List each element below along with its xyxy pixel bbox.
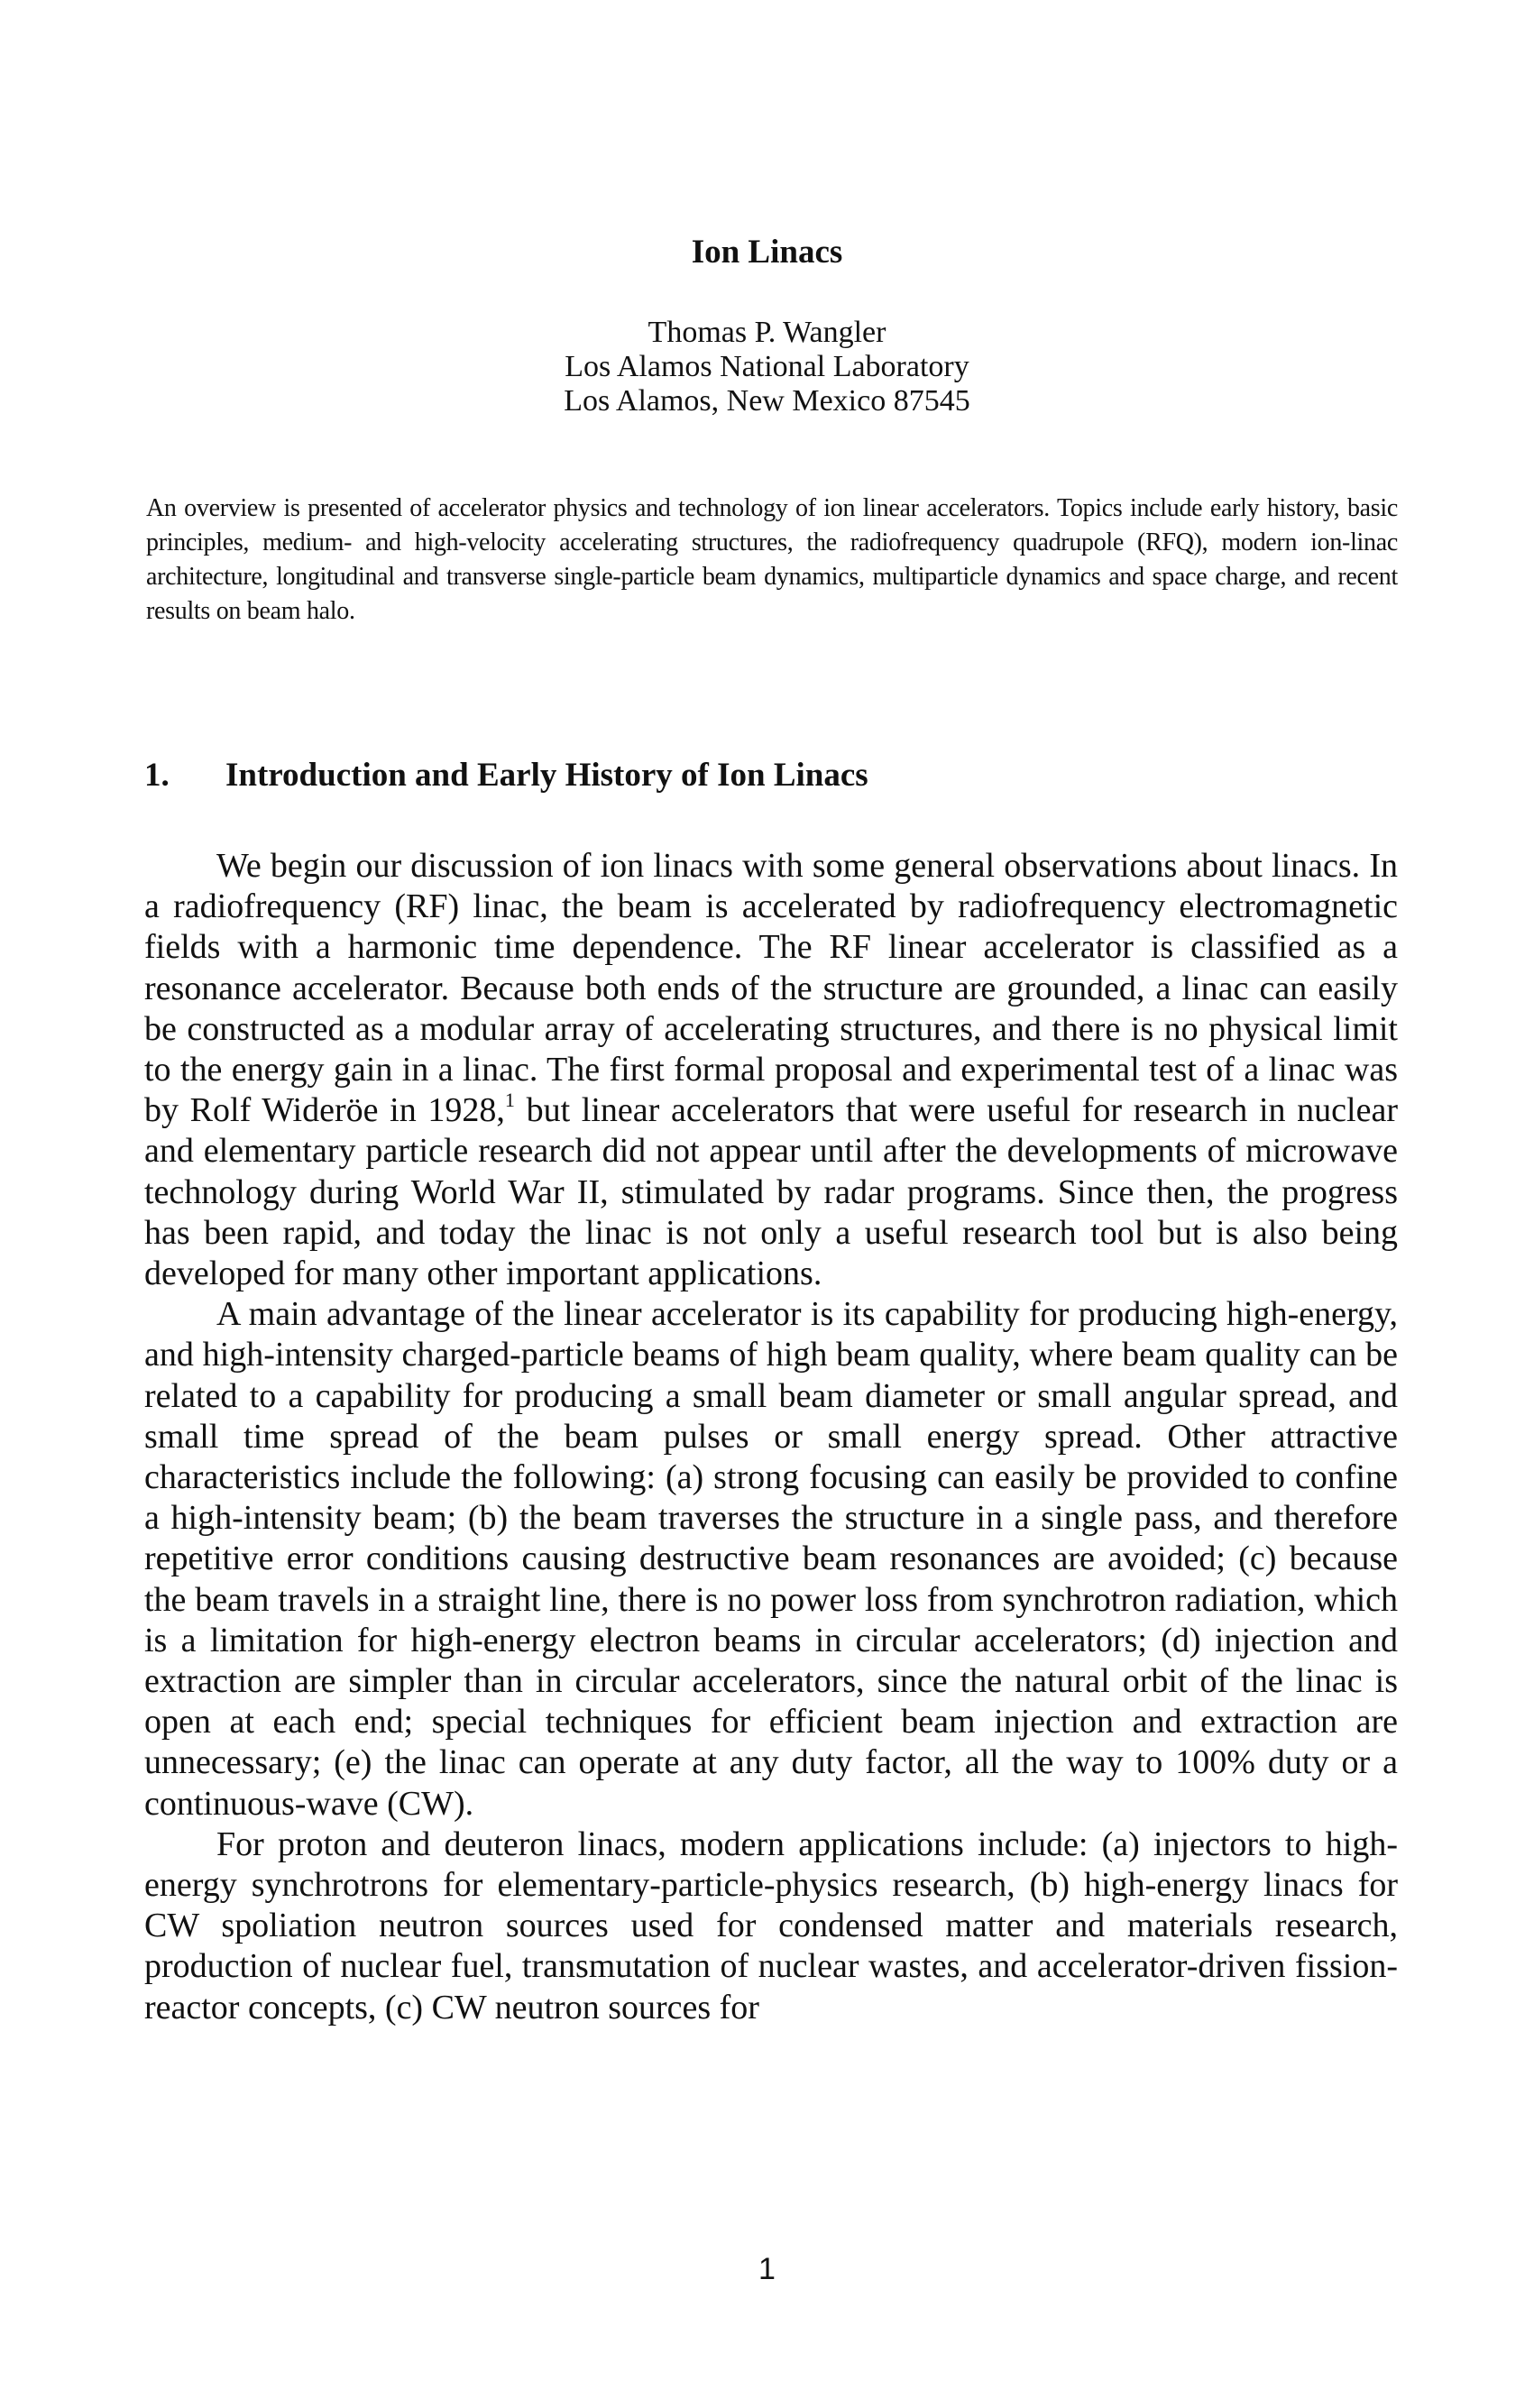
- affiliation-institution: Los Alamos National Laboratory: [565, 350, 969, 383]
- section-heading: [144, 756, 868, 795]
- paragraph-2: A main advantage of the linear accelerator is its capability for producing high-energy, and high-intensity charged-particle beams of high beam quality, where beam quality can be related to a capability for producing a small beam diameter or small angular spread, and small time spread of the beam pulses or small energy spread. Other attractive characteristics include the following: (a) strong focusing can easily be provided to confine a high-intensity beam; (b) the beam traverses the structure in a single pass, and therefore repetitive error conditions causing destructive beam resonances are avoided; (c) because the beam travels in a straight line, there is no power loss from synchrotron radiation, which is a limitation for high-energy electron beams in circular accelerators; (d) injection and extraction are simpler than in circular accelerators, since the natural orbit of the linac is open at each end; special techniques for efficient beam injection and extraction are unnecessary; (e) the linac can operate at any duty factor, all the way to 100% duty or a continuous-wave (CW).: [144, 1295, 1398, 1823]
- paragraph-3: For proton and deuteron linacs, modern applications include: (a) injectors to high-energy synchrotrons for elementary-particle-physics research, (b) high-energy linacs for CW spoliation neutron sources used for condensed matter and materials research, production of nuclear fuel, transmutation of nuclear wastes, and accelerator-driven fission-reactor concepts, (c) CW neutron sources for: [144, 1824, 1398, 2027]
- paragraph-1-text-a: We begin our discussion of ion linacs with some general observations about linacs. In a radiofrequency (RF) linac, the beam is accelerated by radiofrequency electromagnetic fields with a harmonic time dependence. The RF linear accelerator is classified as a resonance accelerator. Because both ends of the structure are grounded, a linac can easily be constructed as a modular array of accelerating structures, and there is no physical limit to the energy gain in a linac. The first formal proposal and experimental test of a linac was by Rolf Wideröe in 1928,: [144, 847, 1398, 1130]
- author-name: Thomas P. Wangler: [648, 316, 886, 349]
- footnote-reference[interactable]: 1: [504, 1089, 515, 1112]
- author-block: [0, 316, 1534, 418]
- paragraph-1: [144, 846, 1398, 1294]
- section-title: Introduction and Early History of Ion Linacs: [225, 757, 868, 794]
- page-number: 1: [758, 2252, 776, 2286]
- section-number: 1.: [144, 757, 170, 794]
- body-text: [144, 846, 1398, 2028]
- paragraph-1-text-b: but linear accelerators that were useful for research in nuclear and elementary particle research did not appear until after the developments of microwave technology during World War II, stimulated by radar programs. Since then, the progress has been rapid, and today the linac is not only a useful research tool but is also being developed for many other important applications.: [144, 1091, 1398, 1293]
- affiliation-address: Los Alamos, New Mexico 87545: [564, 384, 970, 418]
- abstract: An overview is presented of accelerator physics and technology of ion linear accelerators. Topics include early history, basic principles, medium- and high-velocity accelerating structures, the radiofrequency quadrupole (RFQ), modern ion-linac architecture, longitudinal and transverse single-particle beam dynamics, multiparticle dynamics and space charge, and recent results on beam halo.: [146, 494, 1398, 625]
- paper-title: Ion Linacs: [691, 234, 843, 271]
